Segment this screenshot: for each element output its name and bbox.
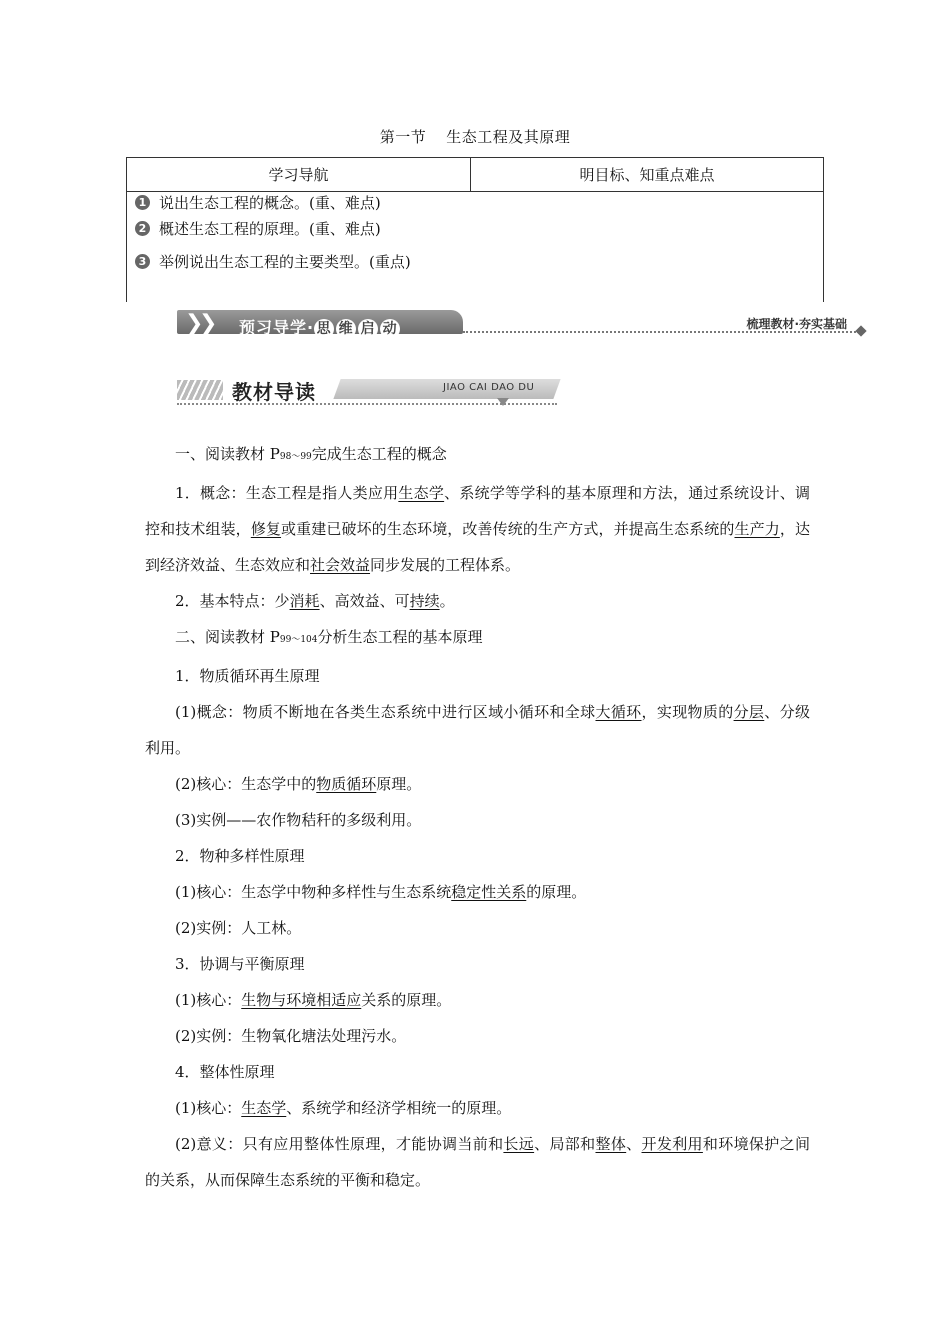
study-guide-header: 学习导航	[127, 158, 471, 192]
objectives-header: 明目标、知重点难点	[471, 158, 824, 192]
section-title	[0, 126, 950, 147]
main-content	[145, 436, 810, 1198]
paragraph: (2)实例：生物氧化塘法处理污水。	[175, 1027, 407, 1045]
subheading: 1．物质循环再生原理	[175, 667, 320, 685]
objective-item	[135, 245, 823, 278]
paragraph: (1)概念：物质不断地在各类生态系统中进行区域小循环和全球大循环，实现物质的分层、分级利用。	[145, 703, 810, 757]
section-heading: 一、阅读教材 P98～99完成生态工程的概念	[175, 445, 447, 463]
subheading: 3．协调与平衡原理	[175, 955, 305, 973]
paragraph: (2)核心：生态学中的物质循环原理。	[175, 775, 422, 793]
paragraph: 2．基本特点：少消耗、高效益、可持续。	[175, 592, 455, 610]
preview-banner	[177, 307, 867, 337]
chevron-right-icon: ❯	[185, 311, 204, 336]
paragraph: (2)意义：只有应用整体性原理，才能协调当前和长远、局部和整体、开发利用和环境保护之间的关系，从而保障生态系统的平衡和稳定。	[145, 1135, 810, 1189]
paragraph: (2)实例：人工林。	[175, 919, 302, 937]
paragraph: (1)核心：生物与环境相适应关系的原理。	[175, 991, 452, 1009]
objective-text: 说出生态工程的概念。(重、难点)	[159, 193, 381, 212]
subheading: 2．物种多样性原理	[175, 847, 305, 865]
paragraph: 1．概念：生态工程是指人类应用生态学、系统学等学科的基本原理和方法，通过系统设计、调控和技术组装，修复或重建已破坏的生态环境，改善传统的生产方式，并提高生态系统的生产力，达到经济效益、生态效应和社会效益同步发展的工程体系。	[145, 484, 810, 574]
section-heading: 二、阅读教材 P99～104分析生态工程的基本原理	[175, 628, 483, 646]
reading-banner-title: 教材导读	[232, 380, 316, 404]
diamond-icon	[855, 325, 866, 336]
number-badge-icon: 1	[135, 195, 150, 210]
triangle-down-icon	[497, 398, 509, 406]
objective-text: 举例说出生态工程的主要类型。(重点)	[159, 253, 411, 271]
section-name: 生态工程及其原理	[446, 128, 571, 146]
paragraph: (3)实例——农作物秸秆的多级利用。	[175, 811, 422, 829]
section-number: 第一节	[379, 128, 427, 146]
paragraph: (1)核心：生态学中物种多样性与生态系统稳定性关系的原理。	[175, 883, 587, 901]
objective-item	[135, 212, 823, 245]
reading-banner	[177, 376, 557, 406]
number-badge-icon: 2	[135, 221, 150, 236]
objectives-cell	[127, 192, 824, 303]
chevron-right-icon: ❯	[199, 311, 218, 336]
reading-banner-pinyin: JIAO CAI DAO DU	[443, 382, 535, 393]
study-guide-table	[126, 157, 824, 302]
preview-banner-subtitle: 梳理教材·夯实基础	[746, 317, 847, 331]
preview-banner-title: 预习导学· 思 维 启 动	[239, 315, 402, 339]
preview-banner-bar	[177, 310, 463, 337]
paragraph: (1)核心：生态学、系统学和经济学相统一的原理。	[175, 1099, 512, 1117]
number-badge-icon: 3	[135, 254, 150, 269]
objective-item	[135, 192, 823, 212]
objective-text: 概述生态工程的原理。(重、难点)	[159, 220, 381, 238]
subheading: 4．整体性原理	[175, 1063, 275, 1081]
stripes-decoration	[177, 380, 223, 400]
